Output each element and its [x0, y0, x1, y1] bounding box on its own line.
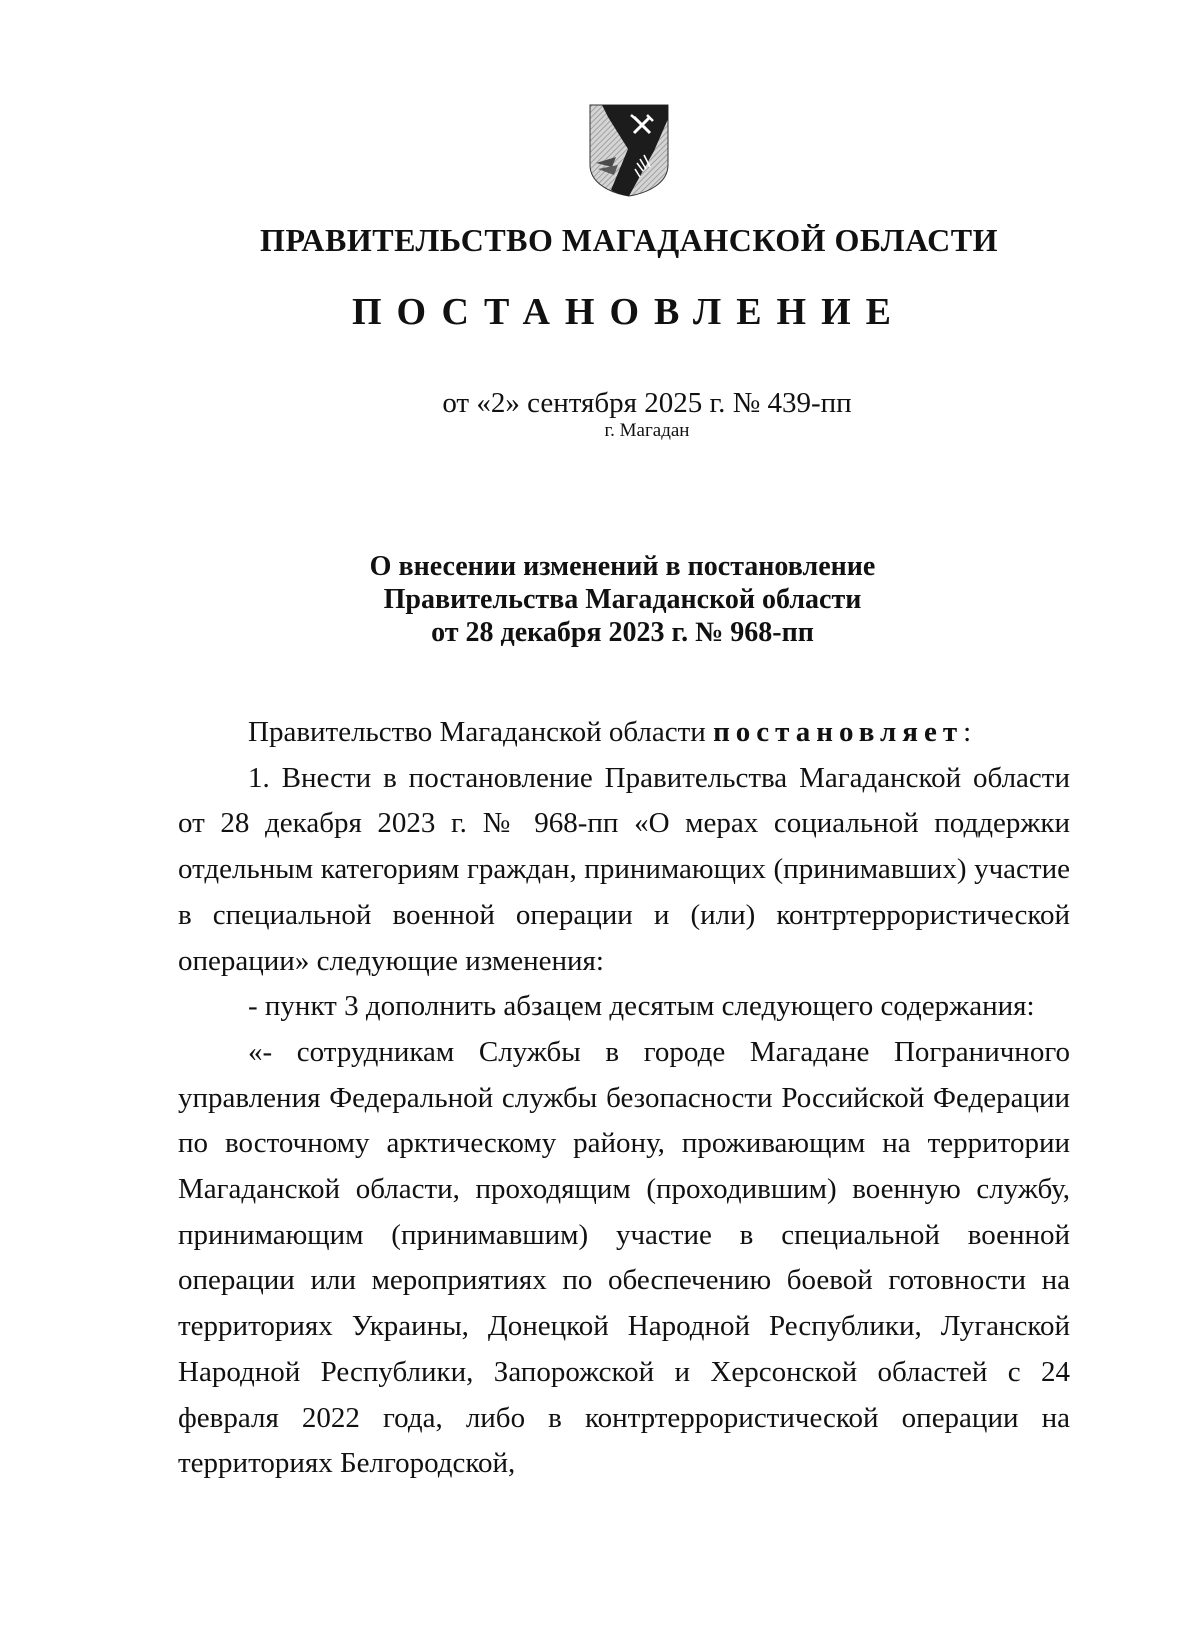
item-1-subparagraph: - пункт 3 дополнить абзацем десятым следующего содержания:	[248, 990, 1035, 1023]
subject-line: от 28 декабря 2023 г. № 968-пп	[431, 617, 814, 648]
intro-colon: :	[963, 716, 972, 748]
item-1-paragraph: 1. Внести в постановление Правительства Магаданской области от 28 декабря 2023 г. № 968-пп «О мерах социальной поддержки отдельным категориям граждан, принимающих (принимавших) участие в специальной военной операции и (или) контртеррористической операции» следующие изменения:	[178, 761, 1070, 977]
subject-line: О внесении изменений в постановление	[369, 551, 876, 582]
subject-line: Правительства Магаданской области	[383, 584, 862, 615]
coat-of-arms-icon	[588, 103, 670, 197]
intro-text: Правительство Магаданской области	[248, 716, 706, 748]
organization-title: ПРАВИТЕЛЬСТВО МАГАДАНСКОЙ ОБЛАСТИ	[260, 222, 998, 258]
document-type: ПОСТАНОВЛЕНИЕ	[351, 291, 907, 333]
intro-paragraph	[178, 710, 1070, 756]
quoted-amendment-paragraph: «- сотрудникам Службы в городе Магадане Пограничного управления Федеральной службы безопасности Российской Федерации по восточному арктическому району, проживающим на территории Магаданской области, проходящим (проходившим) военную службу, принимающим (принимавшим) участие в специальной военной операции или мероприятиях по обеспечению боевой готовности на территориях Украины, Донецкой Народной Республики, Луганской Народной Республики, Запорожской и Херсонской областей с 24 февраля 2022 года, либо в контртеррористической операции на территориях Белгородской,	[178, 1035, 1070, 1480]
document-subject	[0, 550, 1200, 649]
intro-verb: постановляет	[713, 716, 964, 748]
document-date-number: от «2» сентября 2025 г. № 439-пп	[442, 387, 852, 419]
document-body	[178, 710, 1070, 1487]
document-city: г. Магадан	[604, 420, 690, 441]
